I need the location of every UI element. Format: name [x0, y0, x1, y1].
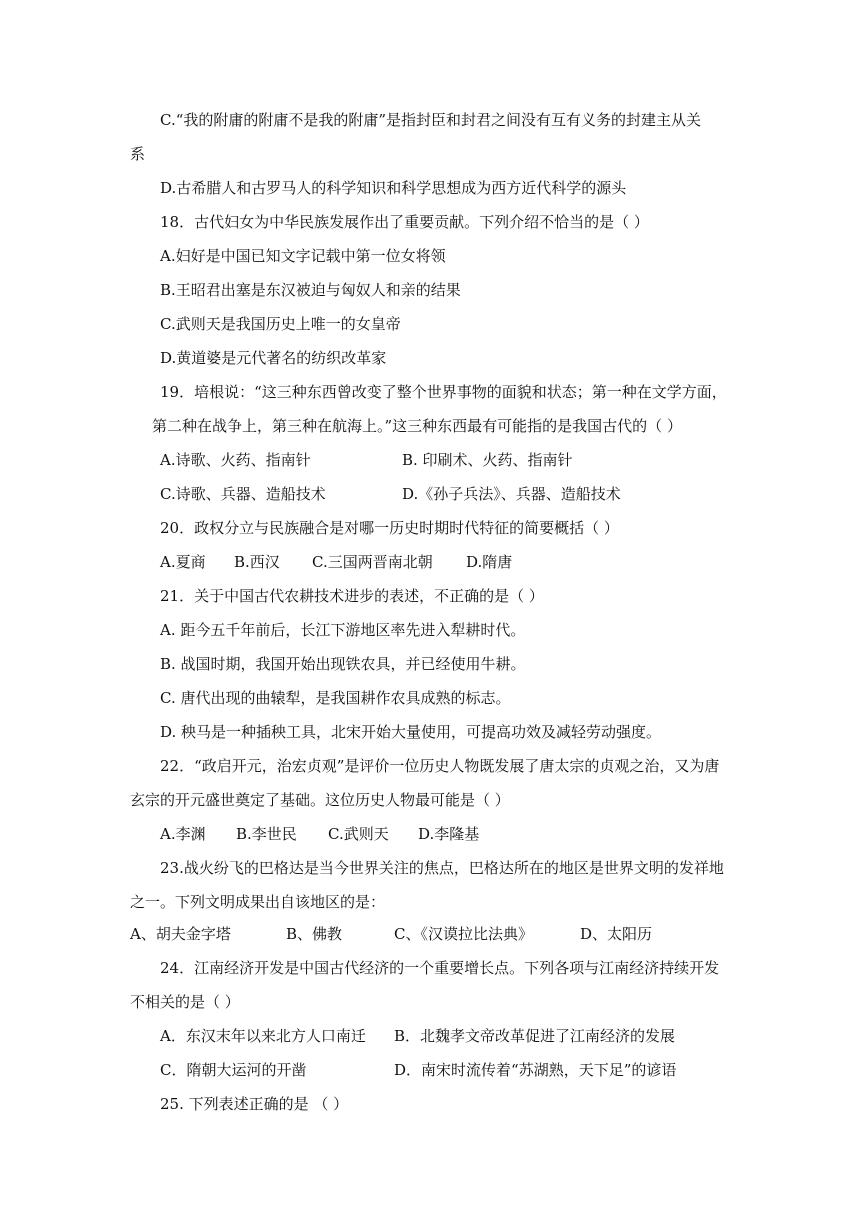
- q17-option-d: D.古希腊人和古罗马人的科学知识和科学思想成为西方近代科学的源头: [160, 179, 627, 197]
- q24-option-c: C．隋朝大运河的开凿: [160, 1061, 307, 1079]
- q23-option-c: C、《汉谟拉比法典》: [394, 925, 533, 943]
- q24-option-a: A．东汉末年以来北方人口南迁: [160, 1027, 366, 1045]
- q21-option-a: A. 距今五千年前后，长江下游地区率先进入犁耕时代。: [160, 621, 526, 639]
- q18-option-b: B.王昭君出塞是东汉被迫与匈奴人和亲的结果: [160, 281, 461, 299]
- q24-option-b: B．北魏孝文帝改革促进了江南经济的发展: [394, 1027, 676, 1045]
- q23-stem-line2: 之一。下列文明成果出自该地区的是：: [130, 893, 386, 911]
- q22-option-b: B.李世民: [236, 825, 297, 843]
- q20-option-b: B.西汉: [234, 553, 280, 571]
- q24-stem-line2: 不相关的是（ ）: [130, 993, 240, 1011]
- q18-option-c: C.武则天是我国历史上唯一的女皇帝: [160, 315, 401, 333]
- q18-option-a: A.妇好是中国已知文字记载中第一位女将领: [160, 247, 446, 265]
- q18-stem: 18．古代妇女为中华民族发展作出了重要贡献。下列介绍不恰当的是（ ）: [160, 213, 649, 231]
- q17-option-c-cont: 系: [130, 145, 146, 163]
- q23-stem-line1: 23.战火纷飞的巴格达是当今世界关注的焦点，巴格达所在的地区是世界文明的发祥地: [160, 859, 724, 877]
- q20-option-d: D.隋唐: [466, 553, 513, 571]
- q20-stem: 20．政权分立与民族融合是对哪一历史时期时代特征的简要概括（ ）: [160, 519, 619, 537]
- q22-stem-line1: 22．“政启开元，治宏贞观”是评价一位历史人物既发展了唐太宗的贞观之治，又为唐: [160, 757, 720, 775]
- q23-option-b: B、佛教: [286, 925, 343, 943]
- q19-option-b: B. 印刷术、火药、指南针: [402, 451, 573, 469]
- q21-option-b: B. 战国时期，我国开始出现铁农具，并已经使用牛耕。: [160, 655, 526, 673]
- q22-option-d: D.李隆基: [418, 825, 480, 843]
- q25-stem: 25. 下列表述正确的是 （ ）: [160, 1095, 349, 1113]
- q23-option-a: A、胡夫金字塔: [130, 925, 231, 943]
- q23-option-d: D、太阳历: [580, 925, 653, 943]
- q19-option-d: D.《孙子兵法》、兵器、造船技术: [402, 485, 621, 503]
- q20-option-c: C.三国两晋南北朝: [312, 553, 433, 571]
- q17-option-c: C.“我的附庸的附庸不是我的附庸”是指封臣和封君之间没有互有义务的封建主从关: [160, 111, 702, 129]
- q21-option-c: C. 唐代出现的曲辕犁，是我国耕作农具成熟的标志。: [160, 689, 511, 707]
- q22-stem-line2: 玄宗的开元盛世奠定了基础。这位历史人物最可能是（ ）: [130, 791, 510, 809]
- q19-stem-line2: 第二种在战争上，第三种在航海上。”这三种东西最有可能指的是我国古代的（ ）: [152, 417, 682, 435]
- q21-option-d: D. 秧马是一种插秧工具，北宋开始大量使用，可提高功效及减轻劳动强度。: [160, 723, 662, 741]
- q22-option-a: A.李渊: [160, 825, 206, 843]
- q20-option-a: A.夏商: [160, 553, 206, 571]
- q21-stem: 21．关于中国古代农耕技术进步的表述，不正确的是（ ）: [160, 587, 544, 605]
- q18-option-d: D.黄道婆是元代著名的纺织改革家: [160, 349, 387, 367]
- q22-option-c: C.武则天: [328, 825, 389, 843]
- q19-option-a: A.诗歌、火药、指南针: [160, 451, 311, 469]
- q19-stem-line1: 19．培根说：“这三种东西曾改变了整个世界事物的面貌和状态；第一种在文学方面，: [160, 383, 727, 401]
- q24-option-d: D．南宋时流传着“苏湖熟，天下足”的谚语: [394, 1061, 677, 1079]
- q24-stem-line1: 24．江南经济开发是中国古代经济的一个重要增长点。下列各项与江南经济持续开发: [160, 959, 720, 977]
- q19-option-c: C.诗歌、兵器、造船技术: [160, 485, 326, 503]
